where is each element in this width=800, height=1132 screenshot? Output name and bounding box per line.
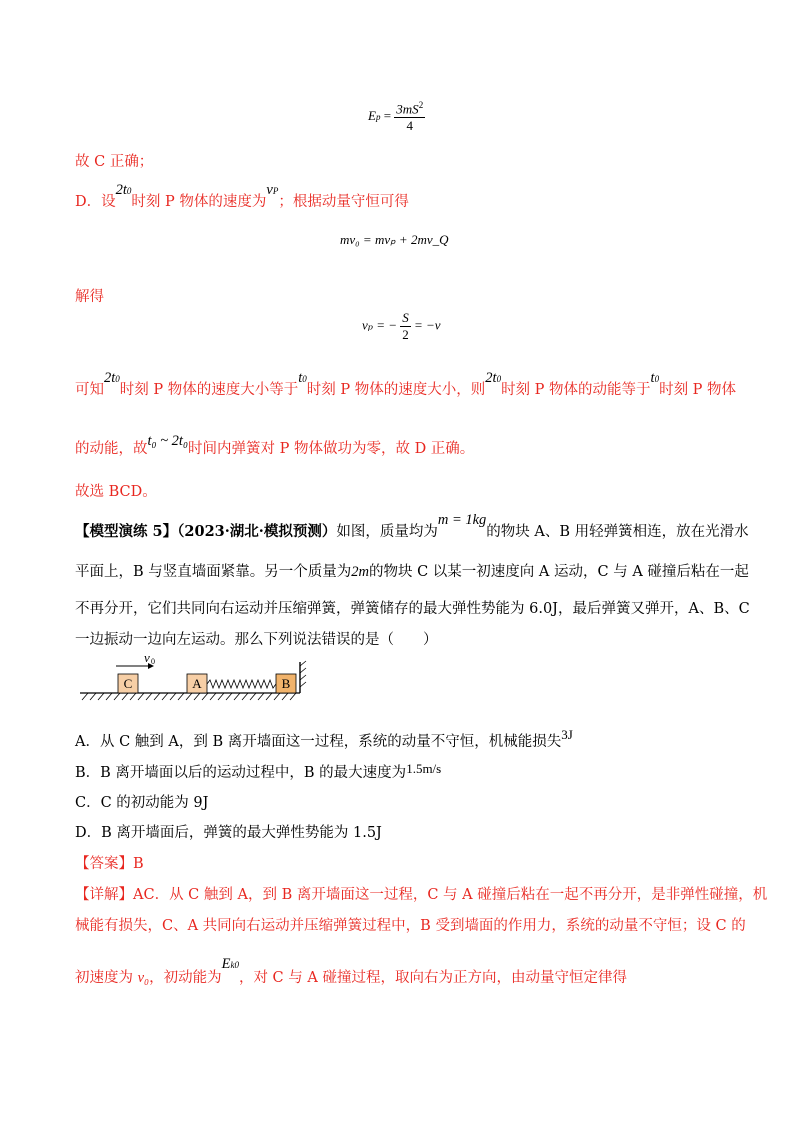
detail-v0: v₀: [137, 970, 150, 986]
detail-ek: Ek0: [221, 956, 239, 972]
formula-momentum: mv₀ = mvₚ + 2mv_Q: [340, 232, 449, 247]
kezhi-seg-2: 时刻 P 物体的速度大小，则: [306, 382, 486, 398]
jiede-line: 解得: [75, 289, 104, 305]
kezhi-seg-4: 时刻 P 物体: [659, 382, 737, 398]
question-label: 【模型演练 5】: [75, 523, 178, 540]
dongneng-prefix: 的动能，故: [75, 441, 148, 457]
question-line-1: [75, 512, 749, 541]
physics-figure: [80, 648, 320, 708]
kezhi-prefix: 可知: [75, 382, 104, 398]
kezhi-line: [75, 370, 737, 399]
d-end: ；根据动量守恒可得: [278, 194, 409, 210]
block-b-label: B: [281, 676, 291, 691]
ep-exponent: 2: [418, 100, 424, 110]
detail-line3-end: ，对 C 与 A 碰撞过程，取向右为正方向，由动量守恒定律得: [238, 970, 627, 986]
answer-label: 【答案】B: [75, 856, 144, 872]
vp-fraction: [400, 310, 411, 343]
d-prefix: D．设: [75, 194, 116, 210]
question-line-3: 不再分开，它们共同向右运动并压缩弹簧，弹簧储存的最大弹性势能为 6.0J，最后弹簧又弹开，A、B、C: [75, 601, 750, 617]
guxuan-line: 故选 BCD。: [75, 484, 157, 500]
question-c-mass: 2m: [351, 564, 369, 580]
option-b-value: 1.5m/s: [406, 761, 442, 776]
question-source: （2023·湖北·模拟预测）: [177, 523, 337, 540]
formula-vp: [362, 310, 441, 343]
dongneng-end: 时间内弹簧对 P 物体做功为零，故 D 正确。: [187, 441, 475, 457]
question-mass: m = 1kg: [437, 512, 487, 528]
option-b[interactable]: [75, 761, 441, 782]
ep-fraction: [394, 100, 425, 134]
kezhi-time-4: t0: [650, 370, 660, 386]
time-range: t₀ ~ 2t₀: [147, 433, 188, 449]
d-mid: 时刻 P 物体的速度为: [131, 194, 267, 210]
block-c-label: C: [123, 676, 133, 691]
kezhi-time-1: 2t0: [104, 370, 120, 386]
option-d[interactable]: D．B 离开墙面后，弹簧的最大弹性势能为 1.5J: [75, 825, 382, 841]
vp-lhs: vₚ = −: [362, 317, 398, 333]
velocity-label-sub: 0: [151, 657, 155, 666]
detail-line-1: 【详解】AC．从 C 触到 A，到 B 离开墙面这一过程，C 与 A 碰撞后粘在一起不再分开，是非弹性碰撞，机: [75, 887, 768, 903]
option-c[interactable]: C．C 的初动能为 9J: [75, 795, 209, 811]
d-time: 2t0: [115, 182, 132, 198]
detail-line3-mid: ，初动能为: [149, 970, 222, 986]
c-correct-line: 故 C 正确；: [75, 154, 154, 170]
kezhi-seg-1: 时刻 P 物体的速度大小等于: [119, 382, 299, 398]
vp-rhs: = −v: [414, 317, 441, 333]
ep-numerator: 3mS: [396, 101, 419, 117]
question-line-2: [75, 560, 749, 581]
ep-subscript: p: [375, 112, 381, 123]
detail-line-3: [75, 956, 627, 987]
question-line1-end: 的物块 A、B 用轻弹簧相连，放在光滑水: [486, 524, 749, 540]
dongneng-line: [75, 433, 475, 458]
kezhi-seg-3: 时刻 P 物体的动能等于: [501, 382, 651, 398]
option-a-value: 3J: [561, 727, 573, 742]
option-a[interactable]: [75, 727, 573, 751]
block-a-label: A: [192, 676, 202, 691]
ep-denominator: 4: [406, 118, 413, 134]
formula-ep: Ep = $\frac{3mS^2}{4}$: [368, 100, 424, 134]
vp-denominator: 2: [402, 327, 409, 342]
detail-line-2: 械能有损失，C、A 共同向右运动并压缩弹簧过程中，B 受到墙面的作用力，系统的动量不守恒；设 C 的: [75, 918, 746, 934]
d-velocity: vP: [266, 182, 279, 198]
ep-symbol: E: [368, 108, 376, 124]
question-intro: 如图，质量均为: [336, 524, 438, 540]
velocity-label: v: [144, 650, 150, 665]
option-a-text: A．从 C 触到 A，到 B 离开墙面这一过程，系统的动量不守恒，机械能损失: [75, 734, 562, 750]
kezhi-time-2: t0: [298, 370, 307, 386]
question-line-4: 一边振动一边向左运动。那么下列说法错误的是（ ）: [75, 632, 438, 648]
kezhi-time-3: 2t0: [485, 370, 502, 386]
question-line2-text: 平面上，B 与竖直墙面紧靠。另一个质量为: [75, 564, 352, 580]
vp-numerator: S: [402, 310, 409, 325]
question-line2-end: 的物块 C 以某一初速度向 A 运动，C 与 A 碰撞后粘在一起: [369, 564, 749, 580]
spring: [207, 680, 276, 688]
d-line: [75, 182, 409, 211]
detail-line3-prefix: 初速度为: [75, 970, 138, 986]
option-b-text: B．B 离开墙面以后的运动过程中，B 的最大速度为: [75, 765, 407, 781]
